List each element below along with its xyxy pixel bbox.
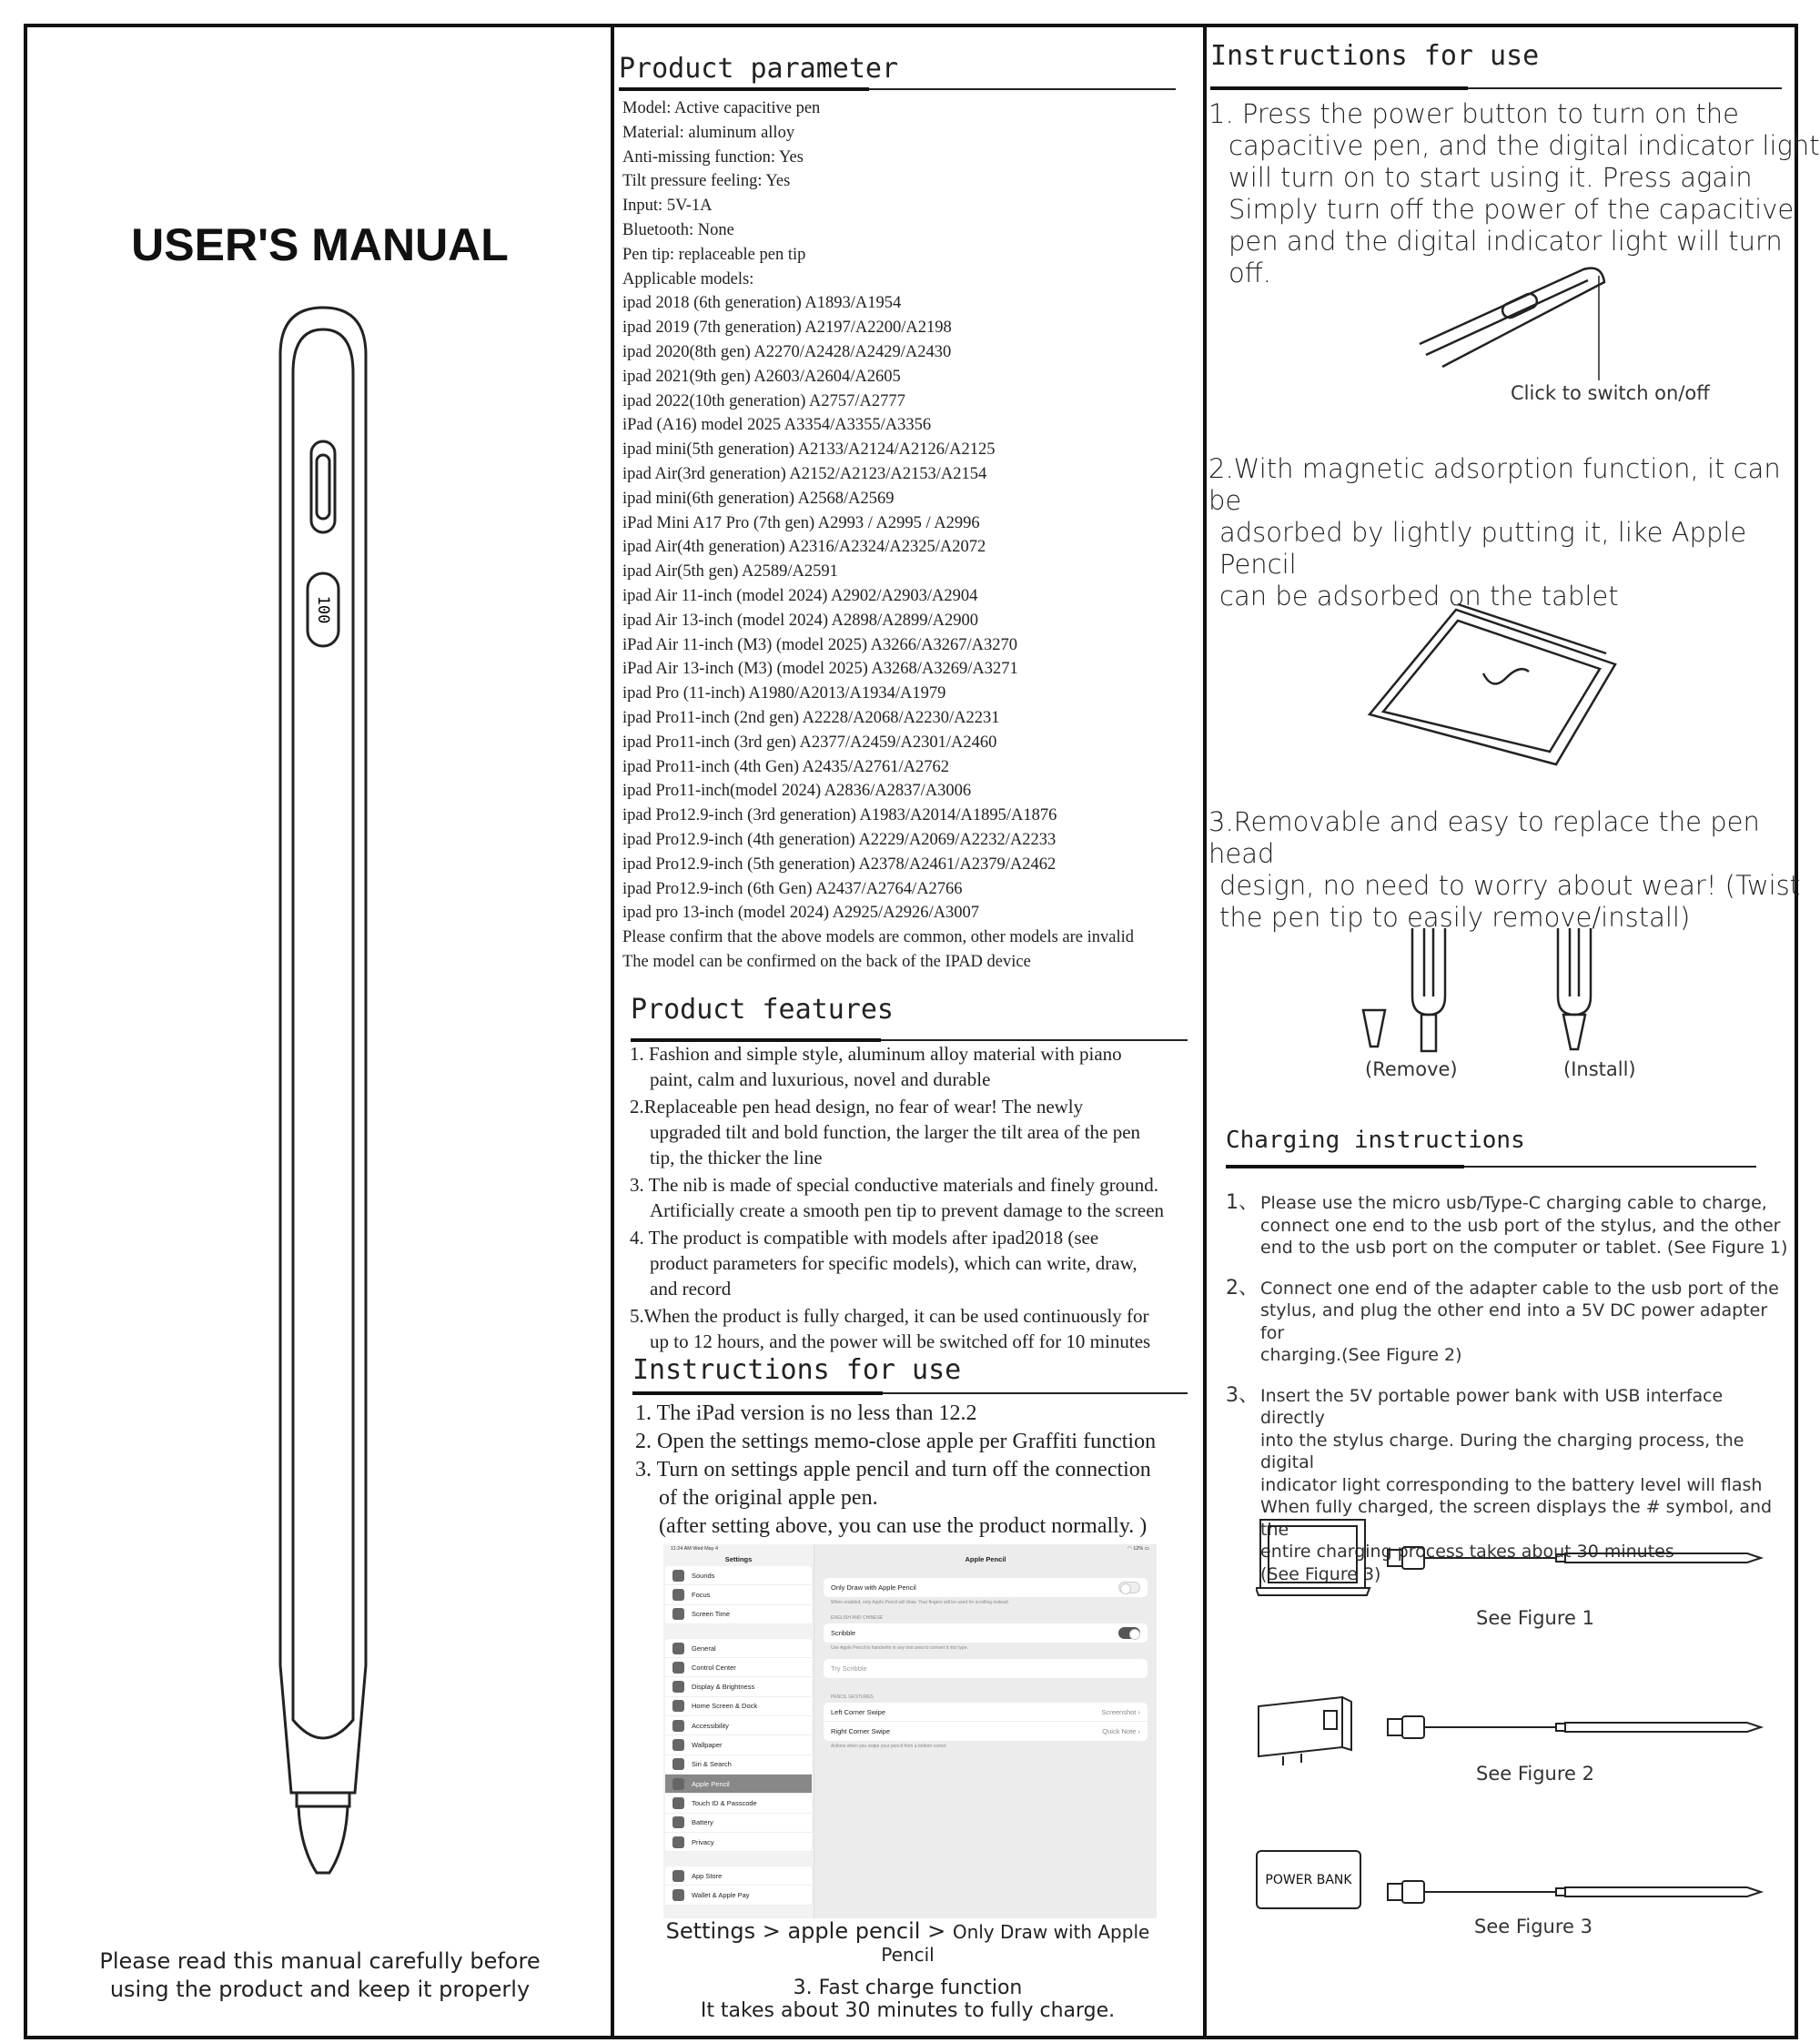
param-line: iPad Air 13-inch (M3) (model 2025) A3268/A3269/A3271	[622, 660, 1018, 679]
settings-app-icon	[672, 1889, 684, 1901]
param-line: Input: 5V-1A	[622, 197, 713, 216]
sidebar-item-label: App Store	[692, 1871, 723, 1880]
step-line: 3.Removable and easy to replace the pen head	[1208, 806, 1760, 869]
sidebar-item[interactable]	[665, 1658, 812, 1677]
step-1	[1208, 98, 1820, 289]
item-line: indicator light corresponding to the battery level will flash	[1260, 1474, 1763, 1495]
row-label: Right Corner Swipe	[831, 1727, 891, 1735]
feature-line: paint, calm and luxurious, novel and durable	[650, 1068, 991, 1090]
param-line: The model can be confirmed on the back of the IPAD device	[622, 952, 1031, 971]
item-line: (See Figure 3)	[1260, 1563, 1381, 1584]
settings-app-icon	[672, 1797, 684, 1809]
step-line: pen and the digital indicator light will turn off.	[1228, 226, 1783, 288]
battery-icon: ▭	[1143, 1545, 1149, 1552]
use-item: 3. Turn on settings apple pencil and turn off the connection	[635, 1458, 1151, 1482]
param-line: Anti-missing function: Yes	[622, 147, 804, 167]
step-3	[1208, 806, 1820, 934]
features-heading: Product features	[631, 994, 894, 1026]
right-use-heading: Instructions for use	[1210, 40, 1540, 72]
heading-underline	[619, 88, 1176, 90]
row-value-wrap	[1101, 1708, 1140, 1716]
right-swipe-row[interactable]	[824, 1722, 1148, 1741]
settings-app-icon	[672, 1758, 684, 1770]
sidebar-item[interactable]	[665, 1735, 812, 1755]
row-label: Left Corner Swipe	[831, 1707, 886, 1716]
figure-1-laptop-cable-pen	[1256, 1515, 1765, 1606]
sidebar-item[interactable]	[665, 1814, 812, 1833]
param-line: Applicable models:	[622, 269, 754, 288]
step-line: design, no need to worry about wear! (Twist	[1219, 870, 1801, 901]
param-line: ipad Pro (11-inch) A1980/A2013/A1934/A1979	[622, 684, 946, 703]
feature-line: 2.Replaceable pen head design, no fear of wear! The newly	[630, 1096, 1084, 1118]
item-number: 1、	[1226, 1191, 1259, 1214]
only-draw-toggle[interactable]	[1118, 1582, 1140, 1593]
feature-item	[630, 1225, 1203, 1301]
row-note: When enabled, only Apple Pencil will draw. Your fingers will be used for scrolling instead.	[831, 1600, 1009, 1605]
sidebar-item[interactable]	[665, 1566, 812, 1585]
sidebar-item[interactable]	[665, 1886, 812, 1905]
status-time: 11:24 AM Wed May 4	[671, 1545, 719, 1552]
settings-sidebar	[663, 1544, 814, 1918]
param-line: ipad Pro11-inch(model 2024) A2836/A2837/A3006	[622, 782, 972, 801]
row-value: Quick Note	[1102, 1727, 1137, 1735]
row-value: Screenshot	[1101, 1707, 1137, 1716]
item-line: Insert the 5V portable power bank with USB interface directly	[1260, 1385, 1724, 1428]
step-line: adsorbed by lightly putting it, like Apple Pencil	[1219, 517, 1747, 580]
battery-indicator	[1127, 1546, 1149, 1552]
settings-app-icon	[672, 1643, 684, 1654]
caption-path: Settings > apple pencil >	[665, 1918, 953, 1944]
battery-level: 12%	[1133, 1545, 1144, 1552]
param-line: ipad Pro11-inch (4th Gen) A2435/A2761/A2762	[622, 757, 949, 776]
feature-line: 1. Fashion and simple style, aluminum alloy material with piano	[630, 1043, 1122, 1065]
use-item: of the original apple pen.	[659, 1486, 878, 1510]
sidebar-title: Settings	[724, 1555, 753, 1563]
settings-app-icon	[672, 1739, 684, 1751]
param-line: Bluetooth: None	[622, 220, 734, 239]
figure-1-label: See Figure 1	[1476, 1607, 1594, 1629]
step-line: 2.With magnetic adsorption function, it can be	[1208, 453, 1781, 516]
sidebar-item-label: General	[692, 1644, 716, 1653]
sidebar-item[interactable]	[665, 1716, 812, 1735]
sidebar-item[interactable]	[665, 1866, 812, 1886]
sidebar-item[interactable]	[665, 1605, 812, 1624]
settings-app-icon	[672, 1778, 684, 1790]
param-line: Tilt pressure feeling: Yes	[622, 172, 791, 191]
sidebar-item-label: Control Center	[692, 1663, 736, 1672]
param-line: iPad (A16) model 2025 A3354/A3355/A3356	[622, 416, 932, 435]
param-line: ipad Pro12.9-inch (5th generation) A2378/A2461/A2379/A2462	[622, 855, 1057, 874]
scribble-row[interactable]	[824, 1623, 1148, 1643]
feature-line: 3. The nib is made of special conductive materials and finely ground.	[630, 1174, 1159, 1196]
param-line: iPad Mini A17 Pro (7th gen) A2993 / A2995 / A2996	[622, 513, 980, 532]
params-list	[622, 96, 1134, 975]
param-line: Model: Active capacitive pen	[622, 99, 821, 117]
settings-app-icon	[672, 1870, 684, 1882]
charging-item	[1226, 1192, 1790, 1259]
row-note: Actions when you swipe your pencil from a bottom corner.	[831, 1744, 947, 1749]
feature-line: tip, the thicker the line	[650, 1147, 823, 1168]
section-header: ENGLISH AND CHINESE	[831, 1615, 884, 1621]
figure-2-adapter-cable-pen	[1256, 1688, 1765, 1765]
field-placeholder: Try Scribble	[831, 1664, 867, 1673]
param-line: iPad Air 11-inch (M3) (model 2025) A3266/A3267/A3270	[622, 635, 1018, 654]
settings-app-icon	[672, 1700, 684, 1712]
feature-line: 4. The product is compatible with models after ipad2018 (see	[630, 1227, 1099, 1249]
chevron-right-icon: ›	[1136, 1727, 1140, 1735]
caption-path: Only Draw with Apple	[952, 1921, 1150, 1943]
sidebar-item[interactable]	[665, 1833, 812, 1852]
pane-title: Apple Pencil	[965, 1555, 1006, 1563]
sidebar-item[interactable]	[665, 1639, 812, 1658]
caption-path: Pencil	[881, 1944, 935, 1966]
param-line: ipad mini(5th generation) A2133/A2124/A2126/A2125	[622, 440, 996, 460]
param-line: ipad 2018 (6th generation) A1893/A1954	[622, 294, 902, 313]
scribble-toggle[interactable]	[1118, 1627, 1140, 1639]
try-scribble-field[interactable]	[824, 1659, 1148, 1678]
param-line: ipad 2021(9th gen) A2603/A2604/A2605	[622, 367, 901, 386]
section-header: PENCIL GESTURES	[831, 1694, 874, 1700]
use-heading: Instructions for use	[632, 1354, 962, 1386]
sidebar-item-label: Privacy	[692, 1837, 714, 1846]
chevron-right-icon: ›	[1136, 1707, 1140, 1716]
param-line: ipad 2022(10th generation) A2757/A2777	[622, 391, 905, 410]
sidebar-item[interactable]	[665, 1775, 812, 1794]
feature-line: product parameters for specific models), which can write, draw,	[650, 1252, 1138, 1274]
feature-line: 5.When the product is fully charged, it can be used continuously for	[630, 1305, 1149, 1327]
param-line: ipad pro 13-inch (model 2024) A2925/A2926/A3007	[622, 904, 980, 923]
pen-tip-illustration	[1356, 924, 1629, 1060]
param-line: ipad 2019 (7th generation) A2197/A2200/A2198	[622, 319, 952, 338]
figure-2-label: See Figure 2	[1476, 1763, 1594, 1785]
param-line: ipad Pro12.9-inch (4th generation) A2229/A2069/A2232/A2233	[622, 830, 1057, 849]
sidebar-item-label: Siri & Search	[692, 1760, 732, 1769]
item-number: 3、	[1226, 1383, 1259, 1407]
sidebar-group	[665, 1866, 812, 1906]
step-line: 1. Press the power button to turn on the	[1208, 98, 1739, 129]
settings-app-icon	[672, 1608, 684, 1620]
ipad-settings-screenshot	[663, 1544, 1157, 1918]
settings-caption	[614, 1918, 1201, 2022]
settings-app-icon	[672, 1720, 684, 1732]
feature-item	[630, 1094, 1203, 1170]
feature-item	[630, 1041, 1203, 1092]
column-divider	[611, 24, 614, 2039]
param-line: Material: aluminum alloy	[622, 123, 795, 142]
settings-app-icon	[672, 1816, 684, 1828]
param-line: ipad Air 11-inch (model 2024) A2902/A2903/A2904	[622, 586, 978, 605]
item-line: stylus, and plug the other end into a 5V DC power adapter for	[1260, 1300, 1768, 1343]
features-list	[630, 1041, 1203, 1356]
params-heading: Product parameter	[619, 53, 899, 85]
sidebar-item-label: Focus	[692, 1590, 711, 1599]
sidebar-item-label: Apple Pencil	[692, 1779, 730, 1788]
pen-display: 100	[314, 595, 332, 624]
only-draw-row[interactable]	[824, 1578, 1148, 1597]
row-value-wrap	[1102, 1727, 1140, 1735]
param-line: ipad Pro12.9-inch (6th Gen) A2437/A2764/A2766	[622, 879, 963, 898]
settings-app-icon	[672, 1589, 684, 1601]
sidebar-group	[665, 1639, 812, 1852]
item-line: Connect one end of the adapter cable to the usb port of the	[1260, 1278, 1779, 1299]
feature-line: Artificially create a smooth pen tip to prevent damage to the screen	[650, 1199, 1165, 1221]
param-line: Pen tip: replaceable pen tip	[622, 245, 806, 264]
sidebar-item[interactable]	[665, 1697, 812, 1716]
step-line: will turn on to start using it. Press again	[1228, 162, 1753, 193]
sidebar-item-label: Touch ID & Passcode	[692, 1798, 757, 1807]
item-text	[1260, 1278, 1790, 1367]
power-bank-label: POWER BANK	[1265, 1872, 1352, 1887]
sidebar-item[interactable]	[665, 1794, 812, 1813]
item-line: end to the usb port on the computer or tablet. (See Figure 1)	[1260, 1238, 1788, 1258]
feature-item	[630, 1303, 1203, 1354]
feature-line: up to 12 hours, and the power will be switched off for 10 minutes	[650, 1330, 1151, 1352]
apple-pencil-pane	[824, 1544, 1148, 1752]
feature-line: upgraded tilt and bold function, the larger the tilt area of the pen	[650, 1121, 1141, 1143]
use-list	[635, 1400, 1156, 1541]
figure-3-label: See Figure 3	[1474, 1916, 1592, 1937]
param-line: ipad Air(5th gen) A2589/A2591	[622, 562, 838, 582]
stylus-pen-icon	[264, 300, 382, 1884]
item-text	[1260, 1192, 1787, 1259]
manual-title: USER'S MANUAL	[131, 219, 509, 270]
step-line: can be adsorbed on the tablet	[1219, 581, 1619, 612]
item-line: entire charging process takes about 30 minutes	[1260, 1542, 1674, 1562]
use-item: 2. Open the settings memo-close apple per Graffiti function	[635, 1430, 1157, 1453]
use-item: 1. The iPad version is no less than 12.2	[635, 1401, 977, 1425]
care-note	[27, 1947, 612, 2004]
sidebar-item[interactable]	[665, 1585, 812, 1604]
ipad-status-bar	[663, 1544, 1157, 1552]
param-line: ipad mini(6th generation) A2568/A2569	[622, 489, 895, 508]
wifi-icon: ◠	[1127, 1545, 1134, 1552]
step-line: the pen tip to easily remove/install)	[1219, 902, 1691, 933]
step-line: Simply turn off the power of the capacitive	[1228, 194, 1795, 225]
left-swipe-row[interactable]	[824, 1703, 1148, 1722]
feature-line: and record	[650, 1278, 732, 1300]
figure-3-cable-pen	[1256, 1847, 1765, 1916]
item-line: Please use the micro usb/Type-C charging cable to charge,	[1260, 1193, 1767, 1213]
step-line: capacitive pen, and the digital indicator light	[1228, 130, 1820, 161]
switch-label: Click to switch on/off	[1511, 382, 1710, 404]
charging-item	[1226, 1278, 1790, 1367]
param-line: ipad Air(3rd generation) A2152/A2123/A2153/A2154	[622, 464, 987, 483]
remove-label: (Remove)	[1365, 1058, 1458, 1080]
fast-charge-text: It takes about 30 minutes to fully charge.	[700, 1999, 1116, 2022]
param-line: Please confirm that the above models are common, other models are invalid	[622, 928, 1135, 947]
heading-underline	[1226, 1166, 1756, 1168]
param-line: ipad Air 13-inch (model 2024) A2898/A2899/A2900	[622, 611, 979, 630]
settings-app-icon	[672, 1570, 684, 1582]
item-number: 2、	[1226, 1276, 1259, 1300]
param-line: ipad Pro11-inch (3rd gen) A2377/A2459/A2301/A2460	[622, 733, 997, 752]
item-line: charging.(See Figure 2)	[1260, 1345, 1462, 1365]
feature-item	[630, 1172, 1203, 1223]
sidebar-item-label: Screen Time	[692, 1610, 731, 1619]
param-line: ipad Pro12.9-inch (3rd generation) A1983/A2014/A1895/A1876	[622, 806, 1057, 825]
param-line: ipad Pro11-inch (2nd gen) A2228/A2068/A2230/A2231	[622, 708, 1000, 727]
charging-heading: Charging instructions	[1226, 1127, 1525, 1154]
sidebar-item-label: Wallpaper	[692, 1741, 723, 1750]
settings-app-icon	[672, 1836, 684, 1848]
heading-underline	[632, 1392, 1188, 1394]
fast-charge-title: 3. Fast charge function	[793, 1977, 1023, 1999]
install-label: (Install)	[1563, 1058, 1636, 1080]
heading-underline	[1210, 87, 1782, 89]
sidebar-item-label: Battery	[692, 1818, 713, 1827]
sidebar-item-label: Home Screen & Dock	[692, 1702, 758, 1711]
item-line: connect one end to the usb port of the stylus, and the other	[1260, 1215, 1781, 1236]
note-line: using the product and keep it properly	[109, 1977, 531, 2002]
step-2	[1208, 453, 1820, 612]
row-label: Scribble	[831, 1629, 856, 1637]
sidebar-item-label: Display & Brightness	[692, 1683, 755, 1692]
column-divider	[1203, 24, 1207, 2039]
power-button-illustration	[1415, 262, 1615, 389]
sidebar-item-label: Sounds	[692, 1571, 715, 1580]
settings-app-icon	[672, 1681, 684, 1693]
row-label: Only Draw with Apple Pencil	[831, 1583, 916, 1592]
item-line: When fully charged, the screen displays the # symbol, and the	[1260, 1497, 1773, 1540]
use-item: (after setting above, you can use the product normally. )	[659, 1514, 1148, 1538]
sidebar-item-label: Wallet & Apple Pay	[692, 1891, 750, 1900]
param-line: ipad 2020(8th gen) A2270/A2428/A2429/A2430	[622, 342, 952, 361]
sidebar-item[interactable]	[665, 1677, 812, 1696]
row-note: Use Apple Pencil to handwrite in any text area to convert it into type.	[831, 1645, 968, 1651]
sidebar-group	[665, 1566, 812, 1624]
item-line: into the stylus charge. During the charging process, the digital	[1260, 1430, 1744, 1472]
tablet-illustration	[1365, 601, 1620, 769]
settings-app-icon	[672, 1662, 684, 1674]
param-line: ipad Air(4th generation) A2316/A2324/A2325/A2072	[622, 538, 986, 557]
sidebar-item-label: Accessibility	[692, 1721, 729, 1730]
note-line: Please read this manual carefully before	[99, 1948, 541, 1974]
sidebar-item[interactable]	[665, 1755, 812, 1775]
